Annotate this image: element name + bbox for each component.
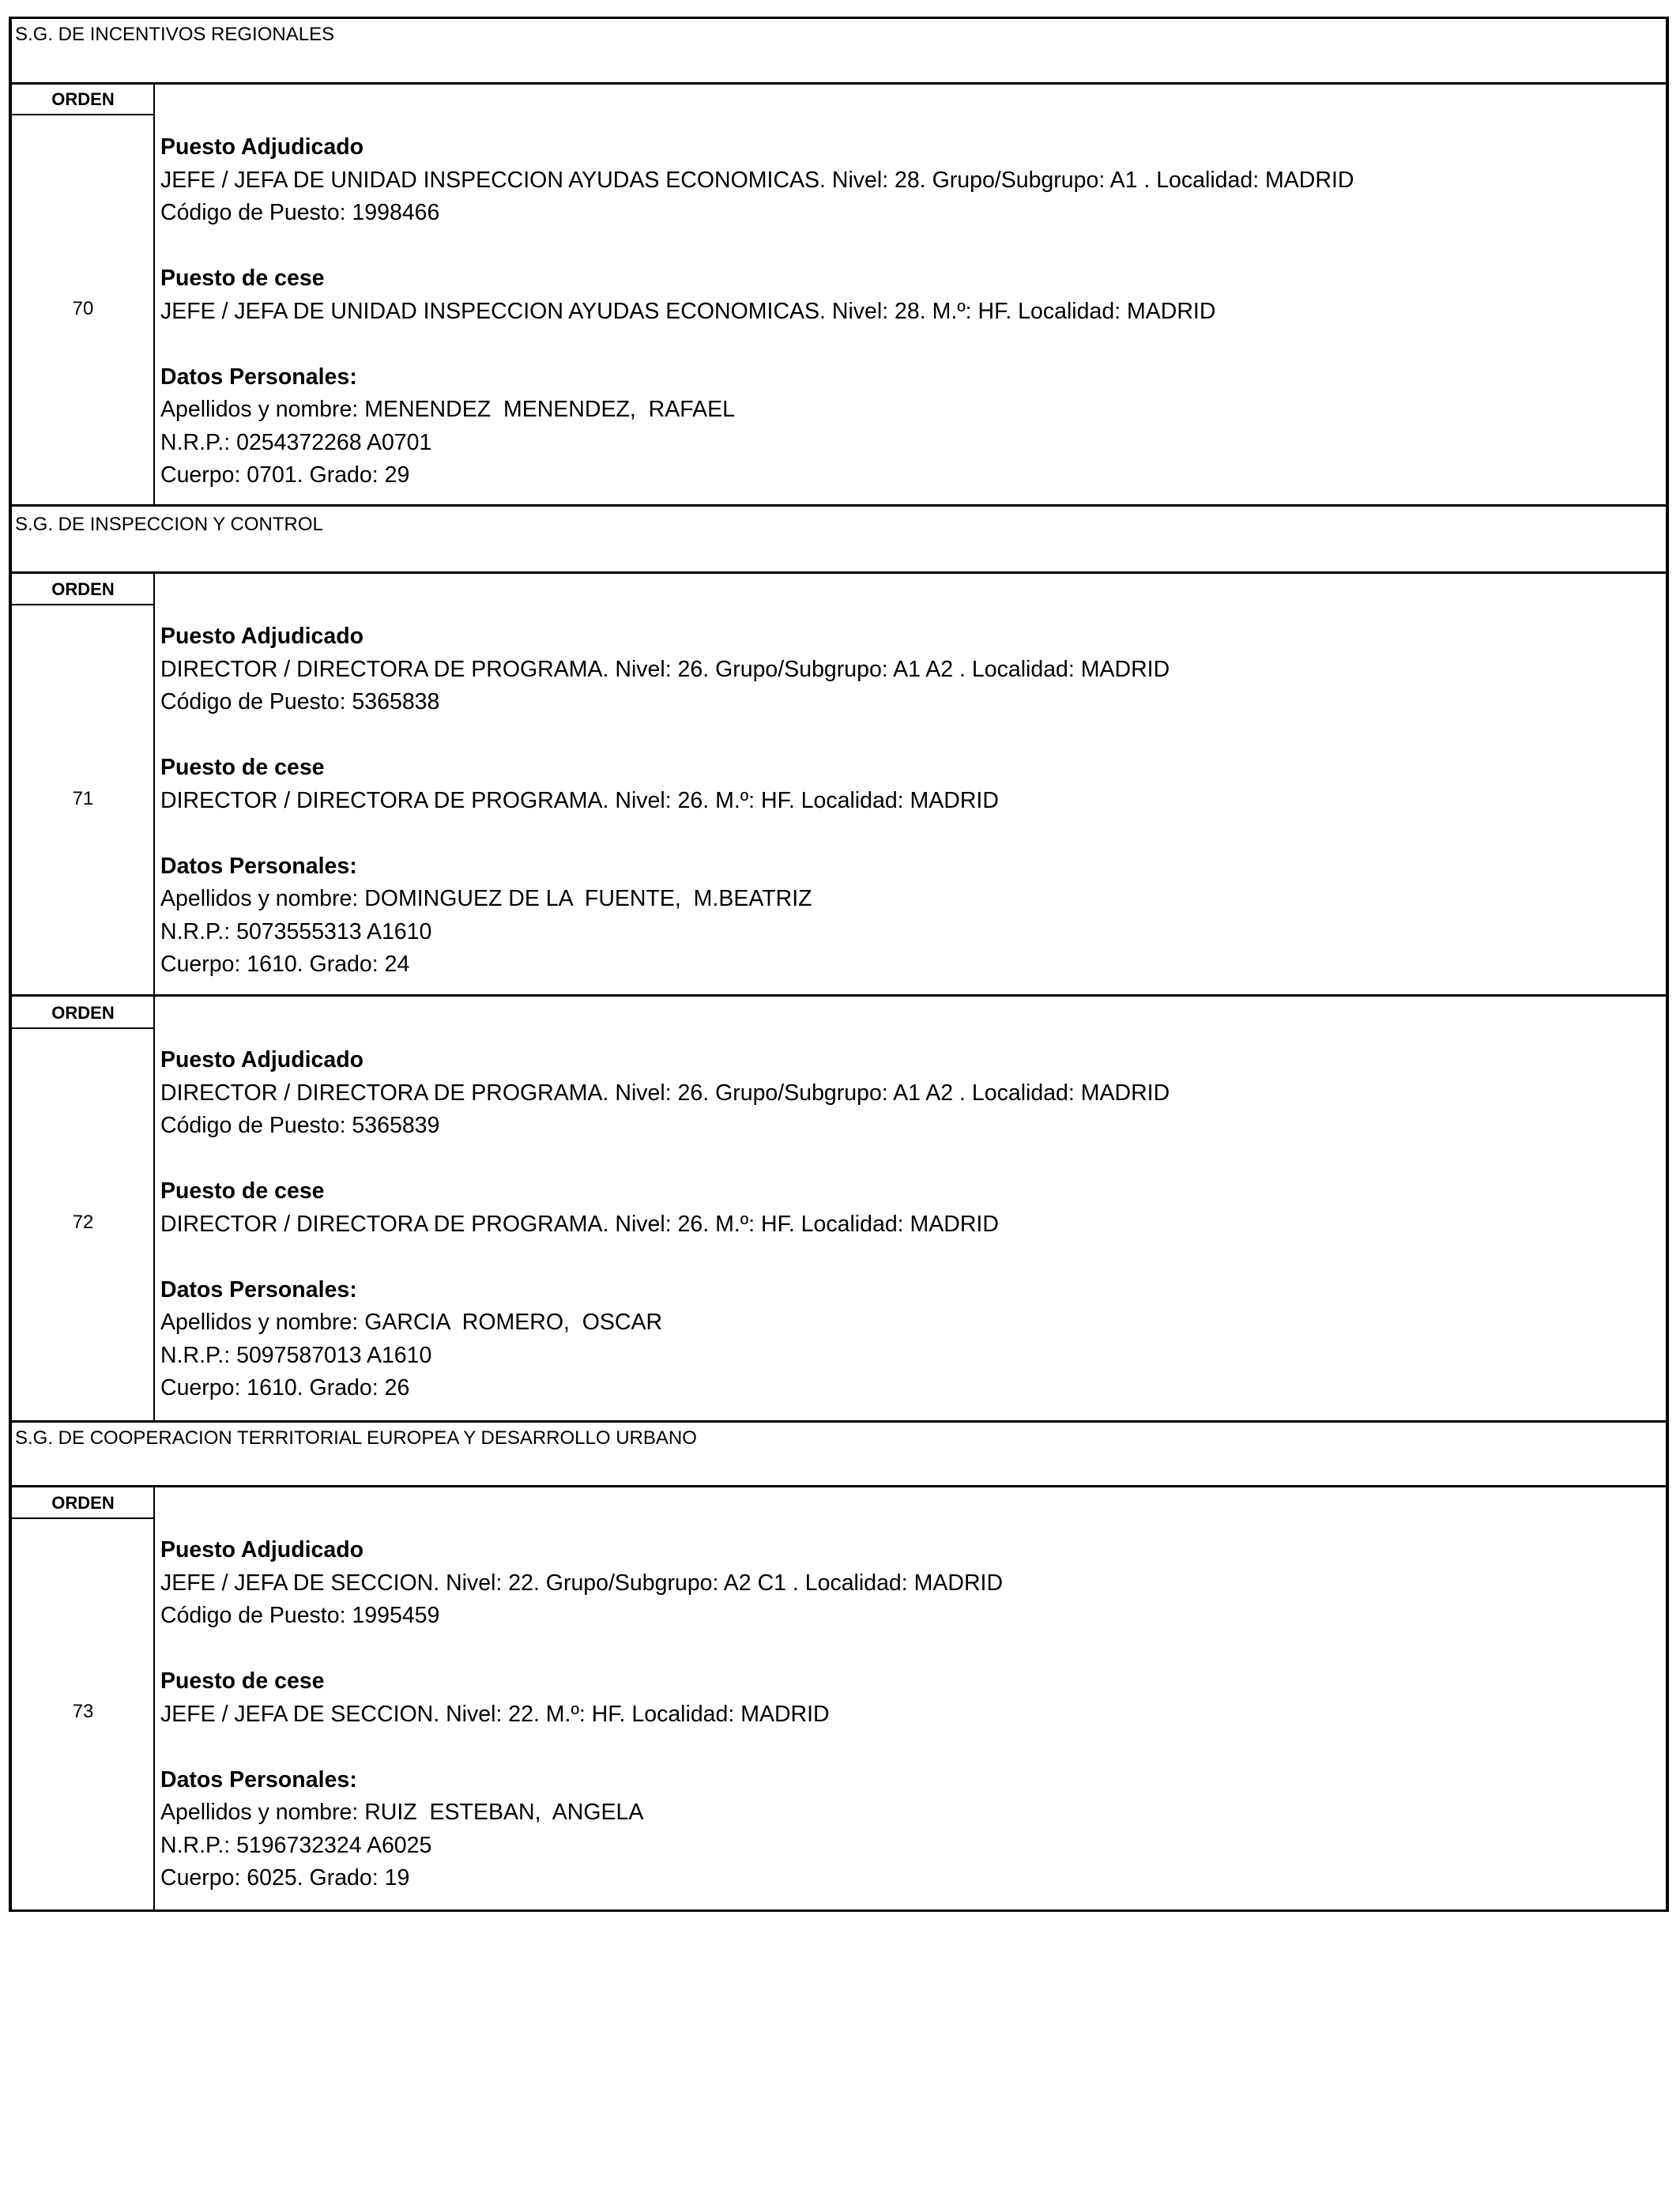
entry-top-border: [12, 994, 1666, 997]
section-top-border: [12, 17, 1666, 19]
orden-header-divider: [12, 1517, 154, 1519]
entry-70: [160, 131, 1354, 492]
apellidos-y-nombre: Apellidos y nombre: MENENDEZ MENENDEZ, RAFAEL: [160, 397, 735, 422]
puesto-adjudicado-heading: Puesto Adjudicado: [160, 134, 364, 160]
orden-header: ORDEN: [51, 89, 115, 109]
orden-number: 71: [72, 788, 94, 809]
puesto-adjudicado-heading: Puesto Adjudicado: [160, 1537, 364, 1563]
orden-header: ORDEN: [51, 579, 115, 599]
entry-top-border: [12, 571, 1666, 574]
puesto-adjudicado-description: DIRECTOR / DIRECTORA DE PROGRAMA. Nivel: 26. Grupo/Subgrupo: A1 A2 . Localidad: MADRID: [160, 1080, 1170, 1106]
cuerpo-grado: Cuerpo: 1610. Grado: 26: [160, 1375, 410, 1400]
spacer: [160, 719, 1170, 752]
orden-number: 72: [72, 1212, 94, 1233]
spacer: [160, 230, 1354, 263]
orden-header-divider: [12, 114, 154, 115]
section-title-incentivos: S.G. DE INCENTIVOS REGIONALES: [15, 24, 335, 45]
entry-71: [160, 620, 1170, 982]
section-top-border: [12, 1420, 1666, 1423]
spacer: [160, 328, 1354, 361]
orden-header-divider: [12, 1027, 154, 1029]
spacer: [160, 1143, 1170, 1176]
puesto-de-cese-description: JEFE / JEFA DE UNIDAD INSPECCION AYUDAS ECONOMICAS. Nivel: 28. M.º: HF. Localidad: MADRID: [160, 298, 1216, 324]
puesto-de-cese-heading: Puesto de cese: [160, 266, 325, 291]
codigo-de-puesto: Código de Puesto: 5365839: [160, 1113, 440, 1138]
codigo-de-puesto: Código de Puesto: 1998466: [160, 200, 440, 225]
column-divider: [153, 82, 155, 504]
puesto-adjudicado-description: DIRECTOR / DIRECTORA DE PROGRAMA. Nivel: 26. Grupo/Subgrupo: A1 A2 . Localidad: MADRID: [160, 656, 1170, 682]
section-title-inspeccion: S.G. DE INSPECCION Y CONTROL: [15, 514, 323, 535]
entry-73: [160, 1534, 1003, 1895]
nrp: N.R.P.: 0254372268 A0701: [160, 429, 432, 455]
apellidos-y-nombre: Apellidos y nombre: DOMINGUEZ DE LA FUENTE, M.BEATRIZ: [160, 886, 812, 911]
puesto-de-cese-description: DIRECTOR / DIRECTORA DE PROGRAMA. Nivel: 26. M.º: HF. Localidad: MADRID: [160, 787, 999, 813]
orden-header-divider: [12, 604, 154, 605]
puesto-de-cese-description: DIRECTOR / DIRECTORA DE PROGRAMA. Nivel: 26. M.º: HF. Localidad: MADRID: [160, 1211, 999, 1237]
table-bottom-border: [12, 1909, 1666, 1912]
cuerpo-grado: Cuerpo: 1610. Grado: 24: [160, 952, 410, 977]
document-table: [9, 17, 1669, 1912]
nrp: N.R.P.: 5196732324 A6025: [160, 1832, 432, 1858]
puesto-adjudicado-description: JEFE / JEFA DE SECCION. Nivel: 22. Grupo/Subgrupo: A2 C1 . Localidad: MADRID: [160, 1570, 1004, 1596]
cuerpo-grado: Cuerpo: 0701. Grado: 29: [160, 462, 410, 488]
datos-personales-heading: Datos Personales:: [160, 1766, 357, 1793]
spacer: [160, 817, 1170, 850]
puesto-adjudicado-description: JEFE / JEFA DE UNIDAD INSPECCION AYUDAS ECONOMICAS. Nivel: 28. Grupo/Subgrupo: A1 . Localidad: MADRID: [160, 167, 1354, 193]
spacer: [160, 1731, 1003, 1764]
spacer: [160, 1633, 1003, 1666]
puesto-de-cese-heading: Puesto de cese: [160, 1668, 325, 1694]
nrp: N.R.P.: 5073555313 A1610: [160, 918, 432, 944]
codigo-de-puesto: Código de Puesto: 5365838: [160, 689, 440, 714]
orden-number: 70: [72, 298, 94, 319]
entry-72: [160, 1044, 1170, 1405]
datos-personales-heading: Datos Personales:: [160, 364, 357, 390]
orden-header: ORDEN: [51, 1003, 115, 1023]
puesto-de-cese-heading: Puesto de cese: [160, 755, 325, 780]
cuerpo-grado: Cuerpo: 6025. Grado: 19: [160, 1865, 410, 1891]
puesto-de-cese-heading: Puesto de cese: [160, 1178, 325, 1204]
entry-top-border: [12, 1485, 1666, 1487]
spacer: [160, 1241, 1170, 1274]
entry-top-border: [12, 82, 1666, 85]
nrp: N.R.P.: 5097587013 A1610: [160, 1342, 432, 1368]
orden-number: 73: [72, 1701, 94, 1722]
orden-header: ORDEN: [51, 1493, 115, 1513]
column-divider: [153, 1485, 155, 1909]
section-title-cooperacion: S.G. DE COOPERACION TERRITORIAL EUROPEA Y DESARROLLO URBANO: [15, 1427, 697, 1449]
section-top-border: [12, 504, 1666, 507]
datos-personales-heading: Datos Personales:: [160, 853, 357, 879]
puesto-adjudicado-heading: Puesto Adjudicado: [160, 624, 364, 649]
apellidos-y-nombre: Apellidos y nombre: RUIZ ESTEBAN, ANGELA: [160, 1800, 644, 1825]
apellidos-y-nombre: Apellidos y nombre: GARCIA ROMERO, OSCAR: [160, 1310, 663, 1335]
codigo-de-puesto: Código de Puesto: 1995459: [160, 1603, 440, 1628]
puesto-de-cese-description: JEFE / JEFA DE SECCION. Nivel: 22. M.º: HF. Localidad: MADRID: [160, 1701, 830, 1727]
datos-personales-heading: Datos Personales:: [160, 1276, 357, 1302]
puesto-adjudicado-heading: Puesto Adjudicado: [160, 1047, 364, 1072]
